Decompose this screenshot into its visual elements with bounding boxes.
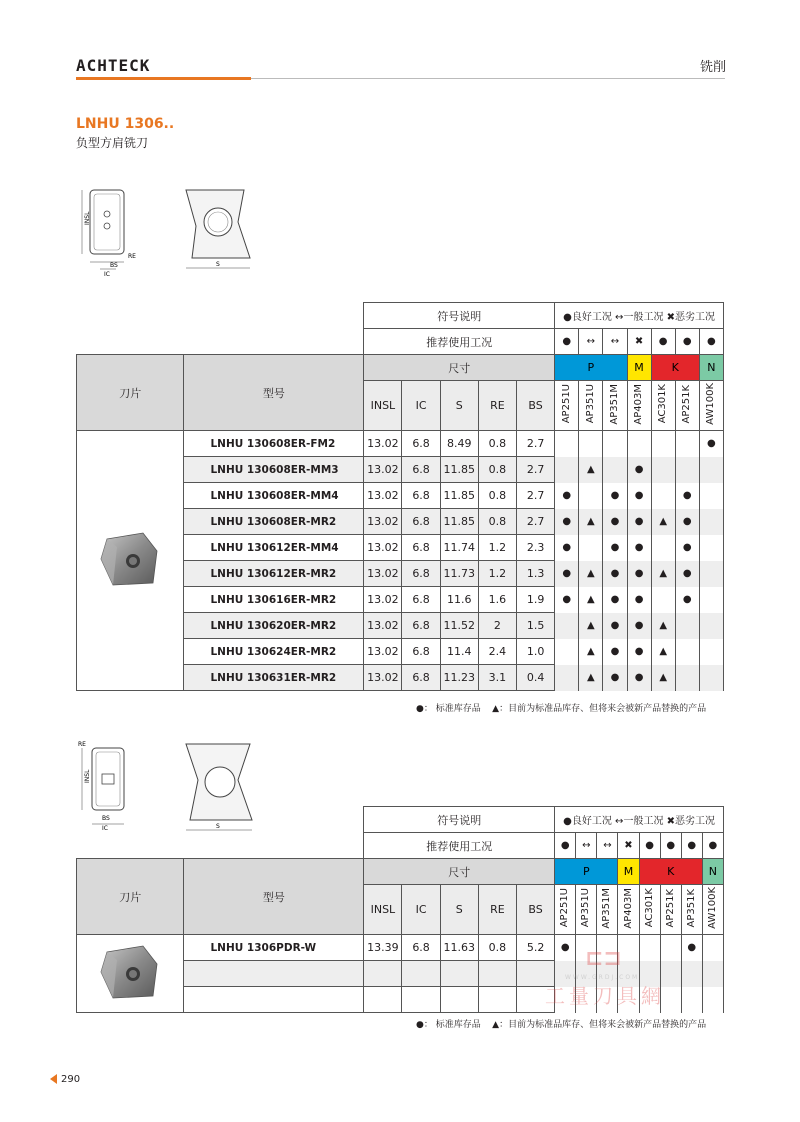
- grade-header: AC301K: [643, 888, 655, 928]
- grade-mark-cell: ▲: [579, 457, 603, 483]
- product-title: LNHU 1306..: [76, 116, 175, 132]
- grade-mark-cell: ●: [627, 509, 651, 535]
- model-cell: LNHU 130608ER-MM4: [184, 483, 364, 509]
- dim-cell: 13.02: [364, 457, 402, 483]
- grade-header: AW100K: [705, 383, 717, 425]
- material-p: P: [555, 355, 627, 381]
- condition-mark: ●: [651, 329, 675, 355]
- condition-mark: ●: [681, 833, 702, 859]
- grade-mark-cell: [639, 961, 660, 987]
- model-cell: [184, 961, 364, 987]
- model-cell: LNHU 130624ER-MR2: [184, 639, 364, 665]
- grade-mark-cell: ●: [675, 483, 699, 509]
- grade-mark-cell: ●: [555, 935, 576, 961]
- dim-header: RE: [478, 381, 516, 431]
- material-n: N: [699, 355, 723, 381]
- grade-mark-cell: [675, 431, 699, 457]
- grade-mark-cell: ▲: [651, 509, 675, 535]
- dim-cell: 11.85: [440, 483, 478, 509]
- dim-cell: 2: [478, 613, 516, 639]
- grade-mark-cell: [618, 935, 639, 961]
- dim-cell: [402, 987, 440, 1013]
- dim-cell: 1.9: [517, 587, 555, 613]
- dim-header: INSL: [364, 885, 402, 935]
- grade-mark-cell: ●: [627, 587, 651, 613]
- model-cell: [184, 987, 364, 1013]
- grade-mark-cell: [597, 961, 618, 987]
- s-label: S: [216, 823, 220, 830]
- grade-mark-cell: [702, 961, 723, 987]
- grade-mark-cell: ●: [555, 587, 579, 613]
- dim-cell: 11.85: [440, 457, 478, 483]
- dim-cell: 2.3: [517, 535, 555, 561]
- grade-mark-cell: ●: [675, 535, 699, 561]
- grade-mark-cell: [660, 935, 681, 961]
- grade-mark-cell: ▲: [651, 613, 675, 639]
- footnote-tri: ▲：目前为标准品库存、但将来会被新产品替换的产品: [492, 704, 707, 714]
- grade-mark-cell: [555, 961, 576, 987]
- table-row: [77, 935, 724, 961]
- grade-mark-cell: ●: [603, 587, 627, 613]
- grade-header: AP251U: [559, 888, 571, 928]
- grade-mark-cell: [675, 613, 699, 639]
- grade-mark-cell: [618, 987, 639, 1013]
- dim-header: INSL: [364, 381, 402, 431]
- grade-mark-cell: [651, 483, 675, 509]
- dim-cell: 6.8: [402, 431, 440, 457]
- model-cell: LNHU 130616ER-MR2: [184, 587, 364, 613]
- condition-mark: ●: [660, 833, 681, 859]
- grade-mark-cell: ●: [675, 561, 699, 587]
- grade-mark-cell: ●: [627, 483, 651, 509]
- grade-mark-cell: [702, 935, 723, 961]
- condition-mark: ●: [555, 833, 576, 859]
- page-number: 290: [61, 1074, 81, 1085]
- grade-mark-cell: ▲: [651, 561, 675, 587]
- dim-header: BS: [517, 885, 555, 935]
- dim-cell: 1.5: [517, 613, 555, 639]
- grade-mark-cell: [639, 987, 660, 1013]
- symbol-description: ●良好工况 ↔一般工况 ✖恶劣工况: [555, 807, 724, 833]
- grade-mark-cell: [576, 935, 597, 961]
- spec-table-1: [76, 302, 724, 691]
- dim-cell: 13.02: [364, 587, 402, 613]
- dim-header: S: [440, 381, 478, 431]
- dim-cell: 11.74: [440, 535, 478, 561]
- dim-cell: 0.4: [517, 665, 555, 691]
- dim-cell: 0.8: [478, 935, 516, 961]
- insl-label: INSL: [84, 769, 91, 783]
- page-arrow-icon: [50, 1074, 57, 1084]
- grade-mark-cell: ▲: [579, 587, 603, 613]
- grade-mark-cell: ●: [627, 639, 651, 665]
- insert-side-drawing-1: [182, 186, 256, 274]
- grade-mark-cell: [699, 639, 723, 665]
- watermark-text: 工量刀具網: [545, 984, 665, 1008]
- grade-mark-cell: ●: [627, 561, 651, 587]
- grade-mark-cell: ●: [603, 639, 627, 665]
- size-header: 尺寸: [364, 355, 555, 381]
- condition-mark: ↔: [603, 329, 627, 355]
- grade-mark-cell: ▲: [579, 613, 603, 639]
- dim-cell: 13.02: [364, 561, 402, 587]
- watermark-logo-icon: ⊏⊐: [585, 946, 622, 971]
- material-m: M: [618, 859, 639, 885]
- dim-cell: 13.02: [364, 483, 402, 509]
- dim-cell: 8.49: [440, 431, 478, 457]
- dim-cell: [440, 987, 478, 1013]
- grade-mark-cell: [699, 535, 723, 561]
- dim-cell: 0.8: [478, 457, 516, 483]
- dim-cell: 6.8: [402, 509, 440, 535]
- grade-mark-cell: ●: [603, 561, 627, 587]
- dim-cell: [402, 961, 440, 987]
- grade-mark-cell: [675, 665, 699, 691]
- symbol-description: ●良好工况 ↔一般工况 ✖恶劣工况: [555, 303, 724, 329]
- product-subtitle: 负型方肩铣刀: [76, 136, 149, 150]
- watermark-url: WWW.GRDJ.COM: [565, 974, 640, 981]
- grade-mark-cell: ▲: [579, 639, 603, 665]
- bs-label: BS: [102, 815, 110, 822]
- grade-mark-cell: [681, 987, 702, 1013]
- table-1-body: [77, 431, 724, 691]
- dim-cell: 11.85: [440, 509, 478, 535]
- grade-mark-cell: [675, 457, 699, 483]
- grade-mark-cell: [681, 961, 702, 987]
- dim-cell: 13.02: [364, 431, 402, 457]
- footnote-tri: ▲：目前为标准品库存、但将来会被新产品替换的产品: [492, 1020, 707, 1030]
- grade-mark-cell: ●: [603, 483, 627, 509]
- grade-mark-cell: [618, 961, 639, 987]
- grade-mark-cell: [699, 561, 723, 587]
- dim-cell: 0.8: [478, 509, 516, 535]
- table-row: [77, 431, 724, 457]
- brand-logo: ACHTECK: [76, 56, 151, 75]
- grade-mark-cell: [702, 987, 723, 1013]
- grade-mark-cell: ●: [555, 561, 579, 587]
- recommend-label: 推荐使用工况: [364, 329, 555, 355]
- section-label: 铣削: [699, 60, 726, 75]
- grade-header: AP351U: [584, 384, 596, 424]
- dim-cell: [517, 987, 555, 1013]
- grade-mark-cell: [576, 961, 597, 987]
- dim-cell: 0.8: [478, 431, 516, 457]
- grade-mark-cell: [651, 587, 675, 613]
- condition-mark: ✖: [627, 329, 651, 355]
- grade-header: AP351U: [580, 888, 592, 928]
- condition-mark: ●: [555, 329, 579, 355]
- grade-header: AP403M: [622, 887, 634, 929]
- grade-mark-cell: [555, 613, 579, 639]
- grade-mark-cell: ●: [699, 431, 723, 457]
- model-cell: LNHU 130620ER-MR2: [184, 613, 364, 639]
- dim-cell: 6.8: [402, 613, 440, 639]
- dim-cell: 6.8: [402, 935, 440, 961]
- grade-mark-cell: [660, 987, 681, 1013]
- grade-header: AP351M: [601, 887, 613, 929]
- grade-mark-cell: ●: [603, 665, 627, 691]
- grade-mark-cell: ●: [627, 535, 651, 561]
- grade-header: AC301K: [657, 384, 669, 424]
- grade-header: AP403M: [633, 383, 645, 425]
- grade-mark-cell: [651, 457, 675, 483]
- dim-cell: [364, 961, 402, 987]
- dim-cell: 11.52: [440, 613, 478, 639]
- model-cell: LNHU 130608ER-FM2: [184, 431, 364, 457]
- grade-mark-cell: ●: [627, 457, 651, 483]
- dim-cell: 2.4: [478, 639, 516, 665]
- grade-mark-cell: [555, 665, 579, 691]
- header-accent-rule: [76, 77, 251, 80]
- symbol-note-label: 符号说明: [364, 303, 555, 329]
- condition-mark: ↔: [579, 329, 603, 355]
- re-label: RE: [128, 253, 136, 260]
- dim-cell: [517, 961, 555, 987]
- bs-label: BS: [110, 262, 118, 269]
- grade-mark-cell: [699, 613, 723, 639]
- dim-header: RE: [478, 885, 516, 935]
- dim-header: S: [440, 885, 478, 935]
- dim-cell: 11.6: [440, 587, 478, 613]
- material-n: N: [702, 859, 723, 885]
- grade-mark-cell: ▲: [579, 509, 603, 535]
- dim-cell: [364, 987, 402, 1013]
- grade-mark-cell: [555, 987, 576, 1013]
- footnote-2: [416, 1017, 706, 1030]
- dim-cell: 1.6: [478, 587, 516, 613]
- recommend-label: 推荐使用工况: [364, 833, 555, 859]
- condition-mark: ●: [639, 833, 660, 859]
- grade-mark-cell: [597, 987, 618, 1013]
- grade-header: AP251K: [664, 888, 676, 928]
- grade-mark-cell: [579, 431, 603, 457]
- grade-mark-cell: [603, 457, 627, 483]
- condition-mark: ●: [699, 329, 723, 355]
- grade-header: AP251U: [560, 384, 572, 424]
- insert-photo-icon: [95, 524, 165, 594]
- dim-cell: 6.8: [402, 639, 440, 665]
- grade-mark-cell: ▲: [579, 665, 603, 691]
- grade-mark-cell: [603, 431, 627, 457]
- grade-mark-cell: ●: [681, 935, 702, 961]
- dim-header: IC: [402, 885, 440, 935]
- grade-mark-cell: [660, 961, 681, 987]
- grade-header: AP351M: [608, 383, 620, 425]
- model-cell: LNHU 130631ER-MR2: [184, 665, 364, 691]
- insert-image-cell: [77, 431, 184, 691]
- model-cell: LNHU 130612ER-MM4: [184, 535, 364, 561]
- footnote-1: [416, 701, 706, 714]
- dim-cell: 13.02: [364, 665, 402, 691]
- dim-cell: 13.02: [364, 535, 402, 561]
- model-cell: LNHU 130608ER-MM3: [184, 457, 364, 483]
- material-p: P: [555, 859, 618, 885]
- grade-mark-cell: [555, 457, 579, 483]
- grade-mark-cell: ●: [603, 509, 627, 535]
- dim-cell: 6.8: [402, 535, 440, 561]
- table-2-body: [77, 935, 724, 1013]
- page-footer: [50, 1074, 80, 1085]
- grade-mark-cell: ●: [603, 535, 627, 561]
- grade-mark-cell: ●: [627, 665, 651, 691]
- grade-mark-cell: [627, 431, 651, 457]
- model-cell: LNHU 1306PDR-W: [184, 935, 364, 961]
- grade-header: AP251K: [681, 384, 693, 424]
- grade-mark-cell: [639, 935, 660, 961]
- grade-header: AW100K: [706, 887, 718, 929]
- dim-cell: 2.7: [517, 483, 555, 509]
- dim-cell: 2.7: [517, 457, 555, 483]
- grade-mark-cell: ▲: [579, 561, 603, 587]
- dim-header: BS: [517, 381, 555, 431]
- header-rule: [251, 78, 725, 79]
- dim-cell: 13.02: [364, 613, 402, 639]
- dim-cell: 2.7: [517, 431, 555, 457]
- dim-cell: 1.0: [517, 639, 555, 665]
- dim-cell: 1.2: [478, 561, 516, 587]
- grade-mark-cell: ▲: [651, 639, 675, 665]
- grade-mark-cell: ●: [555, 483, 579, 509]
- dim-cell: 0.8: [478, 483, 516, 509]
- dim-cell: 13.02: [364, 509, 402, 535]
- insert-photo-icon: [95, 942, 165, 1002]
- grade-mark-cell: [699, 665, 723, 691]
- grade-mark-cell: [699, 509, 723, 535]
- dim-cell: 1.3: [517, 561, 555, 587]
- s-label: S: [216, 261, 220, 268]
- material-k: K: [651, 355, 699, 381]
- symbol-note-label: 符号说明: [364, 807, 555, 833]
- insert-front-drawing-1: [72, 186, 142, 278]
- dim-header: IC: [402, 381, 440, 431]
- grade-mark-cell: [576, 987, 597, 1013]
- col-insert-header: 刀片: [77, 355, 184, 431]
- model-cell: LNHU 130608ER-MR2: [184, 509, 364, 535]
- grade-mark-cell: [555, 431, 579, 457]
- grade-mark-cell: ●: [675, 587, 699, 613]
- grade-mark-cell: [579, 535, 603, 561]
- insert-image-cell: [77, 935, 184, 1013]
- grade-mark-cell: [675, 639, 699, 665]
- dim-cell: 11.73: [440, 561, 478, 587]
- grade-mark-cell: [699, 457, 723, 483]
- grade-mark-cell: ●: [555, 535, 579, 561]
- dim-cell: 11.23: [440, 665, 478, 691]
- grade-mark-cell: [555, 639, 579, 665]
- insl-label: INSL: [84, 211, 91, 225]
- dim-cell: 6.8: [402, 587, 440, 613]
- col-insert-header: 刀片: [77, 859, 184, 935]
- dim-cell: [478, 987, 516, 1013]
- dim-cell: 1.2: [478, 535, 516, 561]
- col-model-header: 型号: [184, 355, 364, 431]
- spec-table-2: [76, 806, 724, 1013]
- condition-mark: ↔: [597, 833, 618, 859]
- model-cell: LNHU 130612ER-MR2: [184, 561, 364, 587]
- condition-mark: ✖: [618, 833, 639, 859]
- dim-cell: 5.2: [517, 935, 555, 961]
- grade-mark-cell: [597, 935, 618, 961]
- grade-mark-cell: [699, 587, 723, 613]
- condition-mark: ●: [675, 329, 699, 355]
- condition-mark: ↔: [576, 833, 597, 859]
- material-k: K: [639, 859, 702, 885]
- material-m: M: [627, 355, 651, 381]
- dim-cell: 6.8: [402, 561, 440, 587]
- ic-label: IC: [102, 825, 108, 832]
- grade-mark-cell: [699, 483, 723, 509]
- dim-cell: 6.8: [402, 665, 440, 691]
- dim-cell: 13.02: [364, 639, 402, 665]
- grade-mark-cell: [579, 483, 603, 509]
- grade-mark-cell: ●: [603, 613, 627, 639]
- dim-cell: 13.39: [364, 935, 402, 961]
- grade-header: AP351K: [685, 888, 697, 928]
- dim-cell: 3.1: [478, 665, 516, 691]
- grade-mark-cell: [651, 431, 675, 457]
- dim-cell: [478, 961, 516, 987]
- footnote-std: ●： 标准库存品: [416, 704, 481, 714]
- footnote-std: ●： 标准库存品: [416, 1020, 481, 1030]
- dim-cell: 6.8: [402, 457, 440, 483]
- dim-cell: 2.7: [517, 509, 555, 535]
- dim-cell: [440, 961, 478, 987]
- dim-cell: 11.4: [440, 639, 478, 665]
- dim-cell: 6.8: [402, 483, 440, 509]
- grade-mark-cell: [651, 535, 675, 561]
- col-model-header: 型号: [184, 859, 364, 935]
- size-header: 尺寸: [364, 859, 555, 885]
- ic-label: IC: [104, 271, 110, 278]
- grade-mark-cell: ●: [627, 613, 651, 639]
- condition-mark: ●: [702, 833, 723, 859]
- grade-mark-cell: ●: [555, 509, 579, 535]
- grade-mark-cell: ▲: [651, 665, 675, 691]
- re-label: RE: [78, 741, 86, 748]
- grade-mark-cell: ●: [675, 509, 699, 535]
- dim-cell: 11.63: [440, 935, 478, 961]
